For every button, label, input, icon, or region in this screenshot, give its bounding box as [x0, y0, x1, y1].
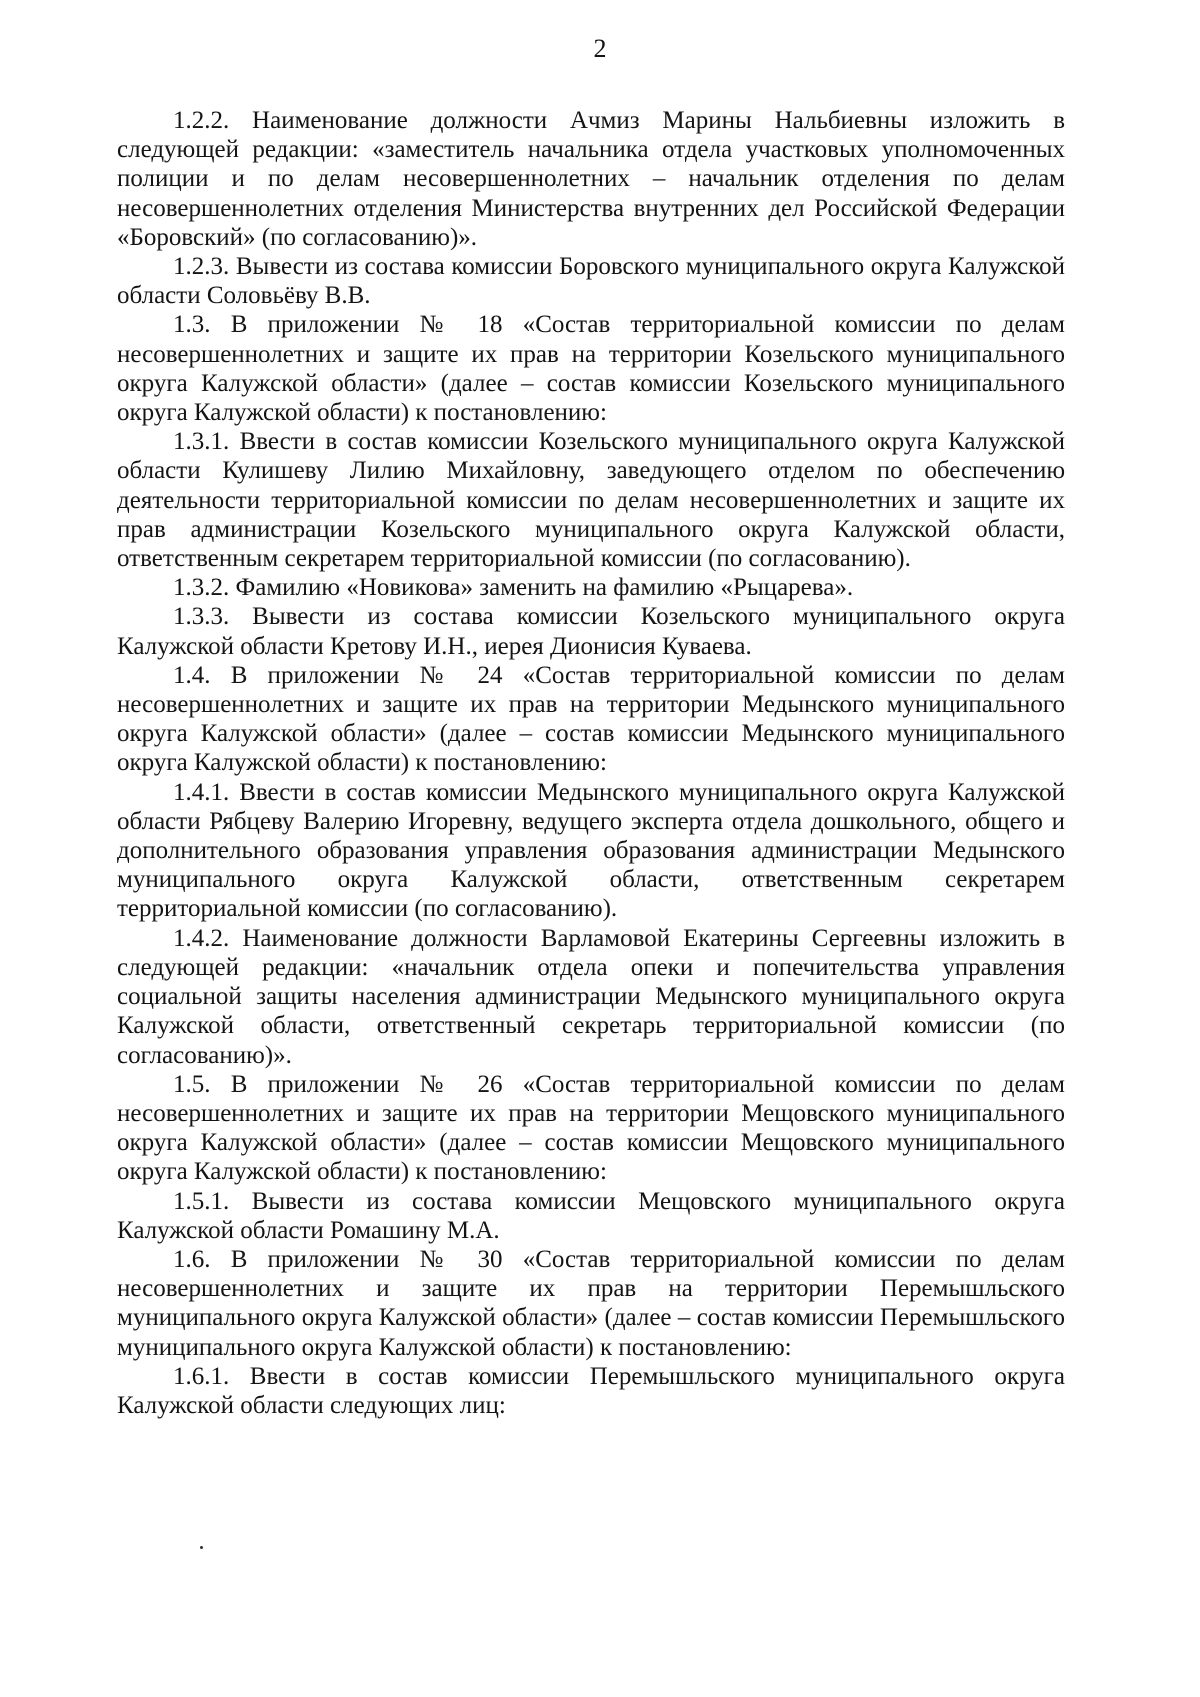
paragraph-1-6: 1.6. В приложении № 30 «Состав территориальной комиссии по делам несовершеннолетних и защите их прав на территории Перемышльского муниципального округа Калужской области» (далее – состав комиссии Перемышльского муниципального округа Калужской области) к постановлению: [117, 1245, 1065, 1361]
paragraph-1-2-2: 1.2.2. Наименование должности Ачмиз Марины Нальбиевны изложить в следующей редакции: «заместитель начальника отдела участковых уполномоченных полиции и по делам несовершеннолетних – начальник отделения по делам несовершеннолетних отделения Министерства внутренних дел Российской Федерации «Боровский» (по согласованию)». [117, 107, 1065, 251]
paragraph-1-3-1: 1.3.1. Ввести в состав комиссии Козельского муниципального округа Калужской области Кулишеву Лилию Михайловну, заведующего отделом по обеспечению деятельности территориальной комиссии по делам несовершеннолетних и защите их прав администрации Козельского муниципального округа Калужской области, ответственным секретарем территориальной комиссии (по согласованию). [117, 428, 1065, 573]
document-body [117, 106, 1065, 1420]
paragraph-1-5-1: 1.5.1. Вывести из состава комиссии Мещовского муниципального округа Калужской области Ромашину М.А. [117, 1187, 1065, 1244]
paragraph-1-2-3: 1.2.3. Вывести из состава комиссии Боровского муниципального округа Калужской области Соловьёву В.В. [117, 253, 1065, 310]
scan-speck [200, 1546, 203, 1549]
page-number: 2 [593, 34, 607, 63]
paragraph-1-3-2: 1.3.2. Фамилию «Новикова» заменить на фамилию «Рыцарева». [173, 574, 854, 602]
paragraph-1-3: 1.3. В приложении № 18 «Состав территориальной комиссии по делам несовершеннолетних и защите их прав на территории Козельского муниципального округа Калужской области» (далее – состав комиссии Козельского муниципального округа Калужской области) к постановлению: [117, 311, 1065, 427]
paragraph-1-3-3: 1.3.3. Вывести из состава комиссии Козельского муниципального округа Калужской области Кретову И.Н., иерея Дионисия Куваева. [117, 603, 1065, 660]
paragraph-1-6-1: 1.6.1. Ввести в состав комиссии Перемышльского муниципального округа Калужской области следующих лиц: [117, 1362, 1065, 1419]
paragraph-1-4-2: 1.4.2. Наименование должности Варламовой Екатерины Сергеевны изложить в следующей редакции: «начальник отдела опеки и попечительства управления социальной защиты населения администрации Медынского муниципального округа Калужской области, ответственный секретарь территориальной комиссии (по согласованию)». [117, 924, 1065, 1069]
paragraph-1-4-1: 1.4.1. Ввести в состав комиссии Медынского муниципального округа Калужской области Рябцеву Валерию Игоревну, ведущего эксперта отдела дошкольного, общего и дополнительного образования управления образования администрации Медынского муниципального округа Калужской области, ответственным секретарем территориальной комиссии (по согласованию). [117, 778, 1065, 923]
paragraph-1-4: 1.4. В приложении № 24 «Состав территориальной комиссии по делам несовершеннолетних и защите их прав на территории Медынского муниципального округа Калужской области» (далее – состав комиссии Медынского муниципального округа Калужской области) к постановлению: [117, 661, 1065, 777]
paragraph-1-5: 1.5. В приложении № 26 «Состав территориальной комиссии по делам несовершеннолетних и защите их прав на территории Мещовского муниципального округа Калужской области» (далее – состав комиссии Мещовского муниципального округа Калужской области) к постановлению: [117, 1070, 1065, 1186]
